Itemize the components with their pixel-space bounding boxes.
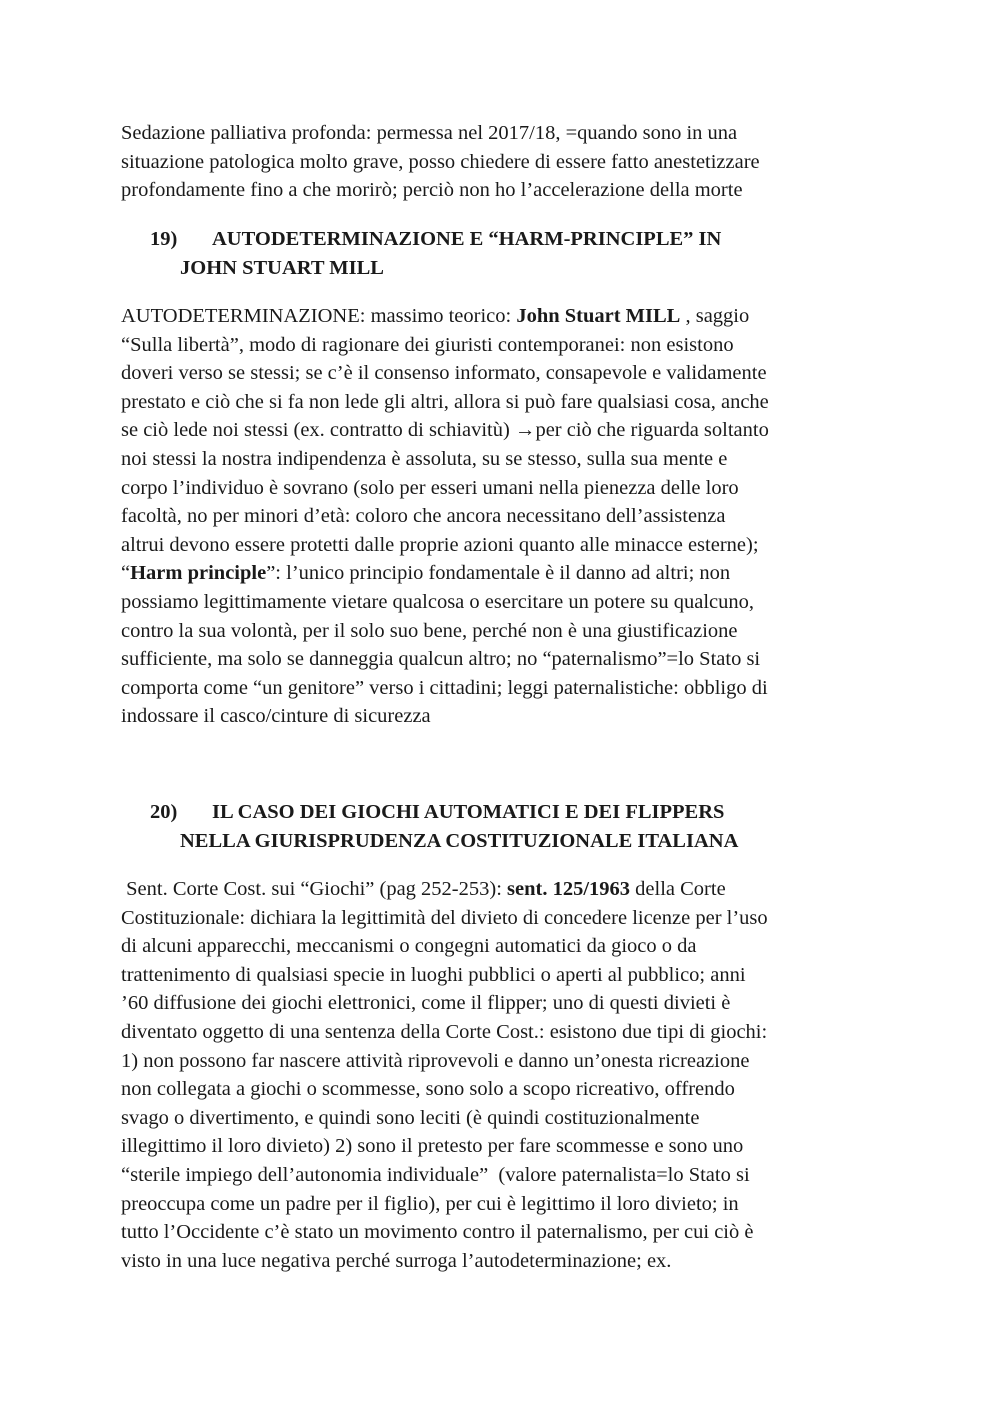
text-line: sufficiente, ma solo se danneggia qualcun altro; no “paternalismo”=lo Stato si	[121, 648, 761, 671]
text-run: della Corte	[630, 878, 726, 900]
text-line: svago o divertimento, e quindi sono leciti (è quindi costituzionalmente	[121, 1106, 700, 1129]
section-number: 20)	[150, 801, 178, 823]
text-line: trattenimento di qualsiasi specie in luoghi pubblici o aperti al pubblico; anni	[121, 963, 746, 986]
text-line: Costituzionale: dichiara la legittimità del divieto di concedere licenze per l’uso	[121, 906, 768, 929]
text-line	[121, 875, 891, 904]
section-19-body	[121, 302, 891, 731]
text-line: corpo l’individuo è sovrano (solo per esseri umani nella pienezza delle loro	[121, 476, 739, 499]
bold-term: John Stuart MILL	[516, 305, 681, 327]
text-line: “Sulla libertà”, modo di ragionare dei giuristi contemporanei: non esistono	[121, 333, 734, 356]
text-run: ”: l’unico principio fondamentale è il danno ad altri; non	[266, 562, 731, 585]
section-title-line: JOHN STUART MILL	[180, 256, 384, 279]
text-line: indossare il casco/cinture di sicurezza	[121, 705, 431, 728]
text-run: , saggio	[680, 305, 750, 327]
bold-term: Harm principle	[130, 562, 267, 585]
text-line: situazione patologica molto grave, posso chiedere di essere fatto anestetizzare	[121, 150, 760, 173]
text-line: noi stessi la nostra indipendenza è assoluta, su se stesso, sulla sua mente e	[121, 447, 728, 470]
text-line: preoccupa come un padre per il figlio), per cui è legittimo il loro divieto; in	[121, 1192, 739, 1215]
section-title-line: NELLA GIURISPRUDENZA COSTITUZIONALE ITALIANA	[180, 829, 739, 852]
bold-term: sent. 125/1963	[507, 878, 631, 900]
section-19-heading	[150, 225, 721, 282]
text-line: se ciò lede noi stessi (ex. contratto di schiavitù) →per ciò che riguarda soltanto	[121, 419, 769, 442]
intro-paragraph	[121, 119, 891, 205]
text-line	[121, 302, 891, 331]
section-20-body	[121, 875, 891, 1275]
text-line: comporta come “un genitore” verso i cittadini; leggi paternalistiche: obbligo di	[121, 676, 768, 699]
text-line: 1) non possono far nascere attività riprovevoli e danno un’onesta ricreazione	[121, 1049, 750, 1072]
text-line: tutto l’Occidente c’è stato un movimento contro il paternalismo, per cui ciò è	[121, 1221, 754, 1244]
text-line: “sterile impiego dell’autonomia individuale” (valore paternalista=lo Stato si	[121, 1163, 750, 1186]
text-line: illegittimo il loro divieto) 2) sono il pretesto per fare scommesse e sono uno	[121, 1135, 744, 1158]
text-line: di alcuni apparecchi, meccanismi o congegni automatici da gioco o da	[121, 935, 697, 958]
text-line: visto in una luce negativa perché surroga l’autodeterminazione; ex.	[121, 1249, 672, 1272]
text-line: non collegata a giochi o scommesse, sono solo a scopo ricreativo, offrendo	[121, 1078, 735, 1101]
text-line: profondamente fino a che morirò; perciò non ho l’accelerazione della morte	[121, 179, 743, 202]
text-run: Sent. Corte Cost. sui “Giochi” (pag 252-253):	[121, 878, 508, 900]
section-20-heading	[150, 798, 738, 855]
text-line: diventato oggetto di una sentenza della Corte Cost.: esistono due tipi di giochi:	[121, 1020, 768, 1043]
text-line: Sedazione palliativa profonda: permessa nel 2017/18, =quando sono in una	[121, 122, 738, 144]
section-number: 19)	[150, 228, 178, 250]
text-line: facoltà, no per minori d’età: coloro che ancora necessitano dell’assistenza	[121, 505, 726, 528]
section-title-line: IL CASO DEI GIOCHI AUTOMATICI E DEI FLIPPERS	[212, 801, 725, 823]
text-line: possiamo legittimamente vietare qualcosa o esercitare un potere su qualcuno,	[121, 590, 754, 613]
text-line: altrui devono essere protetti dalle proprie azioni quanto alle minacce esterne);	[121, 533, 759, 556]
section-title-line: AUTODETERMINAZIONE E “HARM-PRINCIPLE” IN	[212, 228, 722, 250]
text-run: “	[121, 562, 131, 585]
text-line: ’60 diffusione dei giochi elettronici, come il flipper; uno di questi divieti è	[121, 992, 731, 1015]
text-run: AUTODETERMINAZIONE: massimo teorico:	[121, 305, 517, 327]
text-line: contro la sua volontà, per il solo suo bene, perché non è una giustificazione	[121, 619, 738, 642]
text-line: prestato e ciò che si fa non lede gli altri, allora si può fare qualsiasi cosa, anche	[121, 390, 769, 413]
text-line: doveri verso se stessi; se c’è il consenso informato, consapevole e validamente	[121, 362, 767, 385]
text-line	[121, 559, 891, 588]
